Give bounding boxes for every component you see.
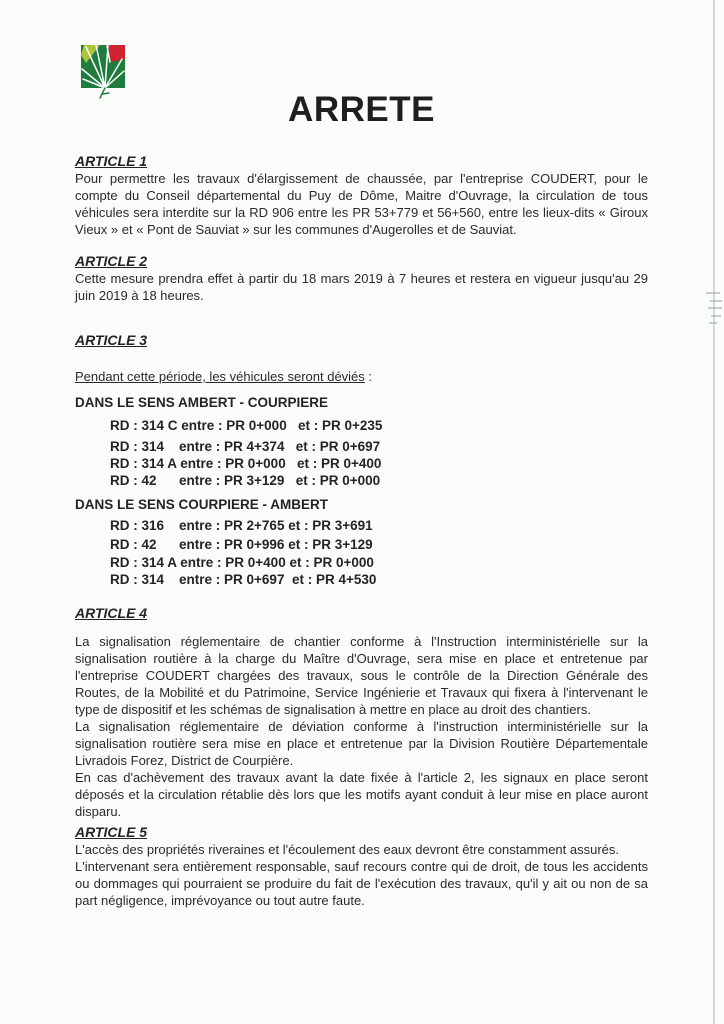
- route-list: [75, 517, 648, 588]
- deviation-direction-ambert-courpiere: [75, 394, 648, 489]
- article-2: [75, 253, 648, 304]
- article-4-paragraph: En cas d'achèvement des travaux avant la date fixée à l'article 2, les signaux en place seront déposés et la circulation rétablie dès lors que les motifs ayant conduit à leur mise en place auront disparu.: [75, 770, 648, 819]
- route-line: RD : 314 C entre : PR 0+000 et : PR 0+235: [110, 418, 383, 433]
- article-3-intro: [75, 368, 648, 385]
- route-line: RD : 314 A entre : PR 0+000 et : PR 0+400: [110, 456, 382, 471]
- article-4-paragraph: La signalisation réglementaire de chantier conforme à l'Instruction interministérielle sur la signalisation routière à la charge du Maître d'Ouvrage, sera mise en place et entretenue par l'entreprise COUDERT chargées des travaux, sous le contrôle de la Direction Générale des Routes, de la Mobilité et du Patrimoine, Service Ingénierie et Travaux qui fixera à l'intervenant le type de dispositif et les schémas de signalisation à mettre en place au droit des chantiers.: [75, 634, 648, 717]
- article-5-paragraph: L'accès des propriétés riveraines et l'écoulement des eaux devront être constamment assurés.: [75, 842, 620, 857]
- article-5-heading: ARTICLE 5: [75, 824, 148, 840]
- article-4-paragraphs: [75, 633, 648, 820]
- article-3-intro-text: Pendant cette période, les véhicules seront déviés: [75, 369, 365, 384]
- scan-artifact-mark: [706, 292, 720, 294]
- route-line: RD : 42 entre : PR 3+129 et : PR 0+000: [110, 473, 381, 488]
- article-1: [75, 153, 648, 238]
- direction-title: DANS LE SENS AMBERT - COURPIERE: [75, 395, 329, 410]
- article-4: [75, 605, 648, 820]
- article-5-paragraph: L'intervenant sera entièrement responsable, sauf recours contre qui de droit, de tous les accidents ou dommages qui pourraient se produire du fait de l'exécution des travaux, qu'il y ait ou non de sa part négligence, imprévoyance ou tout autre faute.: [75, 859, 648, 908]
- scan-artifact-mark: [710, 300, 722, 302]
- article-1-heading: ARTICLE 1: [75, 153, 148, 169]
- article-3-heading: ARTICLE 3: [75, 332, 148, 348]
- article-2-heading: ARTICLE 2: [75, 253, 148, 269]
- article-3-intro-colon: :: [364, 369, 373, 384]
- route-line: RD : 314 A entre : PR 0+400 et : PR 0+000: [110, 555, 374, 570]
- article-5: [75, 824, 648, 909]
- scan-artifact-vertical-line: [713, 0, 715, 1024]
- route-line: RD : 314 entre : PR 0+697 et : PR 4+530: [110, 572, 377, 587]
- article-3: [75, 332, 648, 588]
- article-1-paragraph: Pour permettre les travaux d'élargissement de chaussée, par l'entreprise COUDERT, pour le compte du Conseil départemental du Puy de Dôme, Maitre d'Ouvrage, la circulation de tous véhicules sera interdite sur la RD 906 entre les PR 53+779 et 56+560, entre les lieux-dits « Giroux Vieux » et « Pont de Sauviat » sur les communes d'Augerolles et de Sauviat.: [75, 171, 648, 237]
- route-line: RD : 314 entre : PR 4+374 et : PR 0+697: [110, 439, 381, 454]
- article-2-paragraph: Cette mesure prendra effet à partir du 18 mars 2019 à 7 heures et restera en vigueur jusqu'au 29 juin 2019 à 18 heures.: [75, 271, 648, 303]
- scan-artifact-mark: [709, 322, 717, 324]
- deviation-direction-courpiere-ambert: [75, 496, 648, 588]
- article-4-heading: ARTICLE 4: [75, 605, 148, 621]
- department-leaf-logo-icon: [81, 45, 125, 99]
- scan-artifact-mark: [711, 315, 721, 317]
- route-list: [75, 417, 648, 489]
- document-title: ARRETE: [288, 90, 435, 129]
- scan-artifact-mark: [708, 307, 722, 309]
- article-4-paragraph: La signalisation réglementaire de déviation conforme à l'instruction interministérielle sur la signalisation routière sera mise en place et entretenue par la Division Routière Départementale Livradois Forez, District de Courpière.: [75, 719, 648, 768]
- route-line: RD : 42 entre : PR 0+996 et : PR 3+129: [110, 537, 373, 552]
- route-line: RD : 316 entre : PR 2+765 et : PR 3+691: [110, 518, 373, 533]
- direction-title: DANS LE SENS COURPIERE - AMBERT: [75, 497, 329, 512]
